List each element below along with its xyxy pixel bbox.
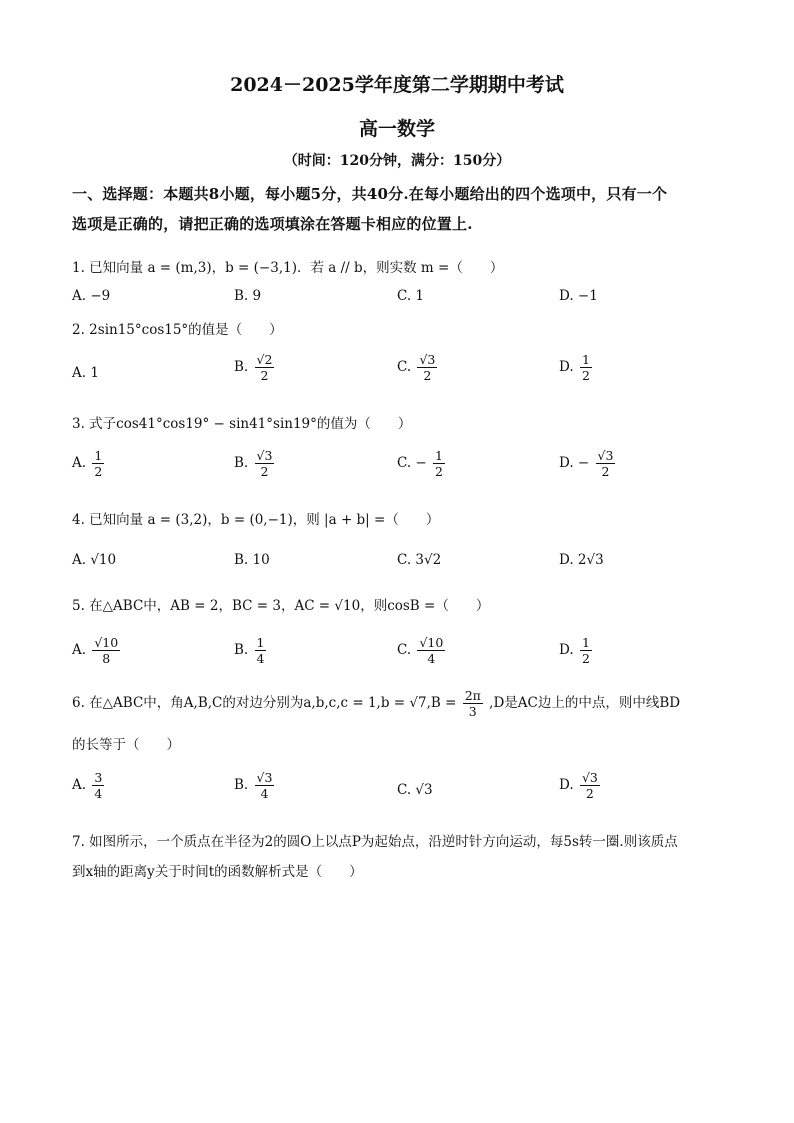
fraction: $\frac{√3}{4}$ bbox=[256, 770, 273, 801]
fraction: $\frac{√3}{2}$ bbox=[581, 770, 598, 801]
fraction: $\frac{1}{2}$ bbox=[581, 635, 590, 666]
q4-option-b: B. 10 bbox=[234, 552, 270, 568]
question-1-stem: 1. 已知向量 a = (m,3)，b = (−3,1)．若 a // b，则实数 m =（ ） bbox=[72, 260, 504, 276]
fraction: $\frac{√10}{4}$ bbox=[419, 635, 444, 666]
question-7-stem-line2: 到x轴的距离y关于时间t的函数解析式是（ ） bbox=[72, 864, 363, 880]
q3-option-d: D. − $\frac{√3}{2}$ bbox=[559, 448, 614, 479]
fraction: $\frac{√3}{2}$ bbox=[419, 352, 436, 383]
q6-option-b: B. $\frac{√3}{4}$ bbox=[234, 770, 273, 801]
q2-option-b: B. $\frac{√2}{2}$ bbox=[234, 352, 273, 383]
question-4-stem: 4. 已知向量 a = (3,2)，b = (0,−1)，则 |a + b| =（ ） bbox=[72, 512, 440, 528]
q5-option-d: D. $\frac{1}{2}$ bbox=[559, 635, 590, 666]
question-3-stem: 3. 式子cos41°cos19° − sin41°sin19°的值为（ ） bbox=[72, 416, 412, 432]
q4-option-a: A. √10 bbox=[72, 552, 117, 568]
fraction: $\frac{1}{2}$ bbox=[581, 352, 590, 383]
fraction: $\frac{√2}{2}$ bbox=[256, 352, 273, 383]
question-6-stem-line2: 的长等于（ ） bbox=[72, 737, 180, 753]
q6-option-d: D. $\frac{√3}{2}$ bbox=[559, 770, 598, 801]
fraction: $\frac{1}{4}$ bbox=[256, 635, 265, 666]
fraction: $\frac{√3}{2}$ bbox=[256, 448, 273, 479]
q6-option-c: C. √3 bbox=[397, 782, 433, 798]
question-5-stem: 5. 在△ABC中，AB = 2，BC = 3，AC = √10，则cosB =（ ） bbox=[72, 598, 490, 614]
q1-option-d: D. −1 bbox=[559, 288, 598, 304]
q5-option-b: B. $\frac{1}{4}$ bbox=[234, 635, 265, 666]
fraction: $\frac{√3}{2}$ bbox=[597, 448, 614, 479]
section-heading-line2: 选项是正确的，请把正确的选项填涂在答题卡相应的位置上. bbox=[72, 215, 473, 233]
exam-title: 2024－2025学年度第二学期期中考试 bbox=[230, 74, 564, 96]
question-2-stem: 2. 2sin15°cos15°的值是（ ） bbox=[72, 322, 283, 338]
q2-option-d: D. $\frac{1}{2}$ bbox=[559, 352, 590, 383]
q2-option-c: C. $\frac{√3}{2}$ bbox=[397, 352, 436, 383]
section-heading-line1: 一、选择题：本题共8小题，每小题5分，共40分.在每小题给出的四个选项中，只有一个 bbox=[72, 185, 668, 203]
q5-option-a: A. $\frac{√10}{8}$ bbox=[72, 635, 119, 666]
q1-option-b: B. 9 bbox=[234, 288, 262, 304]
question-6-stem: 6. 在△ABC中，角A,B,C的对边分别为a,b,c,c = 1,b = √7,B = $\frac{2\pi}{3}$ ,D是AC边上的中点，则中线BD bbox=[72, 688, 681, 719]
q3-option-c: C. − $\frac{1}{2}$ bbox=[397, 448, 443, 479]
q2-option-a: A. 1 bbox=[72, 365, 99, 381]
question-7-stem: 7. 如图所示，一个质点在半径为2的圆O上以点P为起始点，沿逆时针方向运动，每5s转一圈.则该质点 bbox=[72, 834, 678, 850]
q4-option-c: C. 3√2 bbox=[397, 552, 442, 568]
q6-option-a: A. $\frac{3}{4}$ bbox=[72, 770, 103, 801]
fraction: $\frac{1}{2}$ bbox=[435, 448, 443, 479]
q5-option-c: C. $\frac{√10}{4}$ bbox=[397, 635, 444, 666]
q1-option-c: C. 1 bbox=[397, 288, 425, 304]
fraction: $\frac{3}{4}$ bbox=[94, 770, 103, 801]
q1-option-a: A. −9 bbox=[72, 288, 111, 304]
q3-option-b: B. $\frac{√3}{2}$ bbox=[234, 448, 273, 479]
fraction: $\frac{2\pi}{3}$ bbox=[464, 688, 481, 719]
fraction: $\frac{√10}{8}$ bbox=[94, 635, 119, 666]
q3-option-a: A. $\frac{1}{2}$ bbox=[72, 448, 103, 479]
q4-option-d: D. 2√3 bbox=[559, 552, 604, 568]
fraction: $\frac{1}{2}$ bbox=[94, 448, 103, 479]
subject-title: 高一数学 bbox=[358, 118, 435, 140]
exam-info: （时间：120分钟，满分：150分） bbox=[283, 153, 511, 169]
